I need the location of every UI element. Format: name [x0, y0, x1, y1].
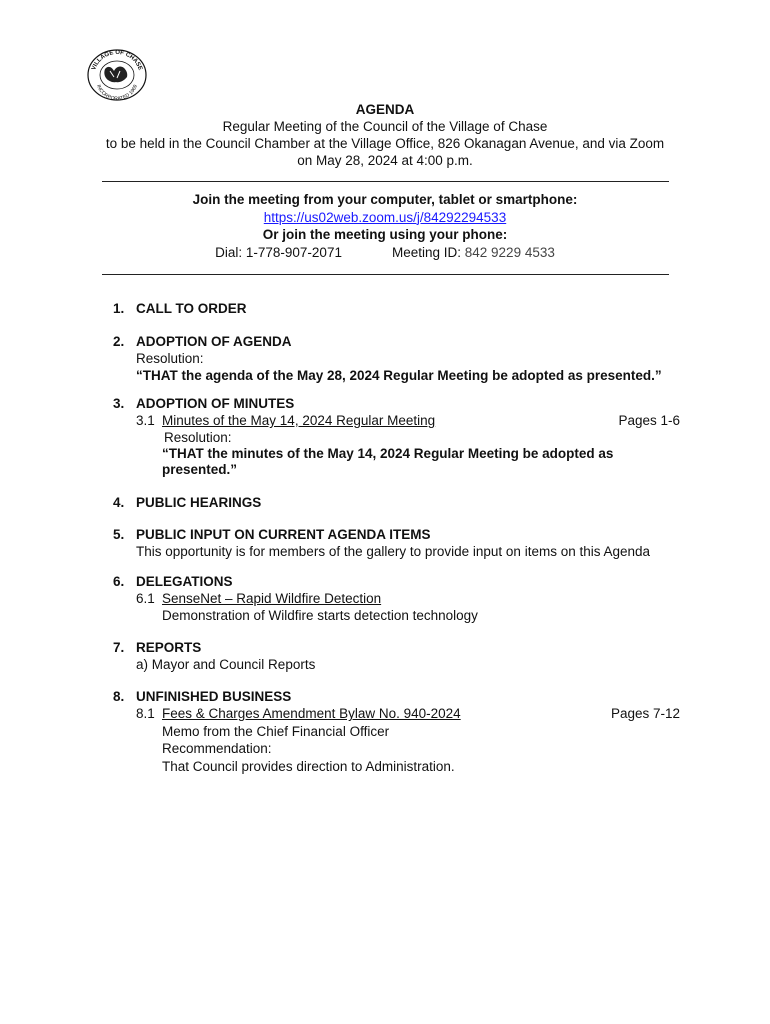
item-description: a) Mayor and Council Reports — [136, 657, 316, 672]
svg-text:INCORPORATED 1969: INCORPORATED 1969 — [95, 83, 139, 101]
item-number: 6. — [113, 574, 125, 589]
phone-heading: Or join the meeting using your phone: — [262, 227, 508, 242]
meeting-id-label: Meeting ID: — [391, 244, 461, 260]
meeting-id — [392, 244, 555, 262]
item-title: CALL TO ORDER — [136, 301, 247, 316]
item-title: PUBLIC INPUT ON CURRENT AGENDA ITEMS — [136, 527, 431, 542]
item-title: ADOPTION OF MINUTES — [136, 396, 295, 411]
item-number: 2. — [113, 334, 125, 349]
svg-text:VILLAGE OF CHASE: VILLAGE OF CHASE — [91, 49, 143, 72]
resolution-text: “THAT the agenda of the May 28, 2024 Regular Meeting be adopted as presented.” — [136, 368, 662, 383]
item-description: Demonstration of Wildfire starts detection technology — [162, 608, 478, 623]
item-title: DELEGATIONS — [136, 574, 233, 589]
divider-top — [102, 181, 669, 182]
zoom-link[interactable]: https://us02web.zoom.us/j/84292294533 — [263, 209, 507, 225]
item-title: REPORTS — [136, 640, 202, 655]
recommendation-label: Recommendation: — [162, 741, 272, 756]
item-number: 4. — [113, 495, 125, 510]
page-title: AGENDA — [355, 102, 415, 117]
page-reference: Pages 7-12 — [610, 706, 680, 721]
meeting-datetime: on May 28, 2024 at 4:00 p.m. — [297, 153, 473, 168]
item-title: UNFINISHED BUSINESS — [136, 689, 292, 704]
resolution-text-cont: presented.” — [162, 462, 238, 477]
subitem-number: 8.1 — [136, 706, 155, 721]
page-reference: Pages 1-6 — [618, 413, 680, 428]
item-number: 3. — [113, 396, 125, 411]
item-number: 5. — [113, 527, 125, 542]
bylaw-link[interactable]: Fees & Charges Amendment Bylaw No. 940-2024 — [162, 706, 461, 721]
meeting-location: to be held in the Council Chamber at the Village Office, 826 Okanagan Avenue, and via Zoom — [105, 136, 665, 151]
resolution-text: “THAT the minutes of the May 14, 2024 Regular Meeting be adopted as — [162, 446, 614, 461]
meeting-id-value: 842 9229 4533 — [464, 244, 555, 260]
join-heading: Join the meeting from your computer, tablet or smartphone: — [192, 192, 578, 207]
item-title: PUBLIC HEARINGS — [136, 495, 262, 510]
resolution-label: Resolution: — [136, 351, 204, 366]
item-number: 1. — [113, 301, 125, 316]
item-description: Memo from the Chief Financial Officer — [162, 724, 390, 739]
subitem-number: 3.1 — [136, 413, 155, 428]
dial-number: Dial: 1-778-907-2071 — [215, 244, 342, 260]
delegation-link[interactable]: SenseNet – Rapid Wildfire Detection — [162, 591, 382, 606]
agenda-header — [70, 101, 700, 169]
minutes-link[interactable]: Minutes of the May 14, 2024 Regular Meeting — [162, 413, 436, 428]
item-number: 8. — [113, 689, 125, 704]
join-info — [70, 191, 700, 261]
item-number: 7. — [113, 640, 125, 655]
item-description: This opportunity is for members of the gallery to provide input on items on this Agenda — [136, 544, 651, 559]
item-title: ADOPTION OF AGENDA — [136, 334, 292, 349]
resolution-label: Resolution: — [164, 430, 232, 445]
recommendation-text: That Council provides direction to Administration. — [162, 759, 455, 774]
meeting-description: Regular Meeting of the Council of the Village of Chase — [222, 119, 548, 134]
divider-bottom — [102, 274, 669, 275]
subitem-number: 6.1 — [136, 591, 155, 606]
village-seal-logo — [86, 47, 148, 101]
